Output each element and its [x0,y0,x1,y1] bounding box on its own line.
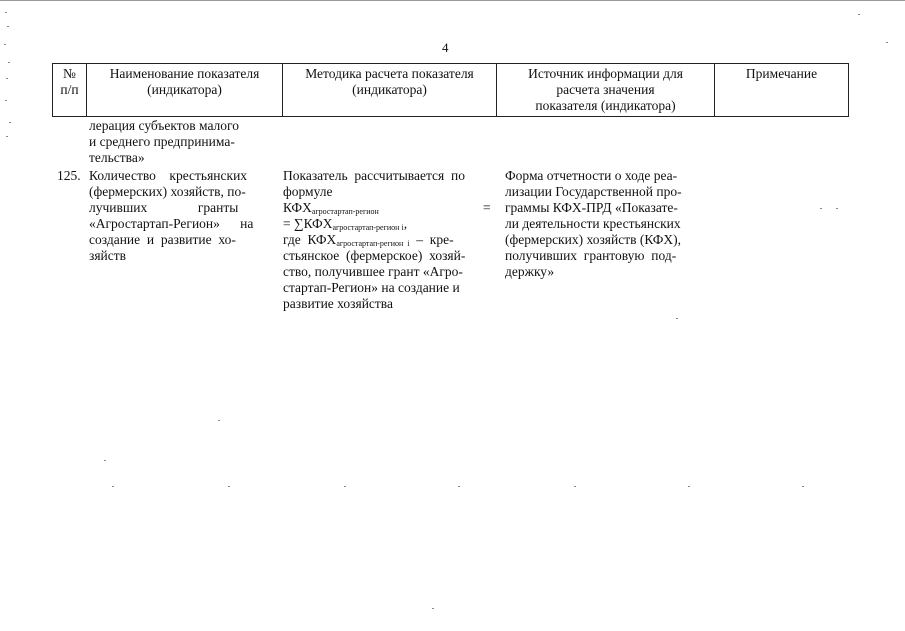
scan-top-edge [0,0,905,1]
header-note: Примечание [714,64,849,116]
page-number: 4 [442,40,449,55]
table-header [52,63,849,117]
formula-lhs: $КФХ_{агростартап-регион}$ [283,200,379,216]
scan-binding-marks [3,4,13,144]
formula-rhs: = $\sum КФХ_{агростартап-регион i}$, [283,216,408,232]
header-method: Методика расчета показателя (индикатора) [282,64,496,116]
formula-equals: = [483,200,491,215]
header-source: Источник информации для расчета значения показателя (индикатора) [496,64,714,116]
header-indicator-name: Наименование показателя (индикатора) [86,64,282,116]
row-number: 125. [57,168,81,183]
header-number: № п/п [52,64,86,116]
formula-where: где $КФХ_{агростартап-регион i} - кре-$ [283,232,454,248]
